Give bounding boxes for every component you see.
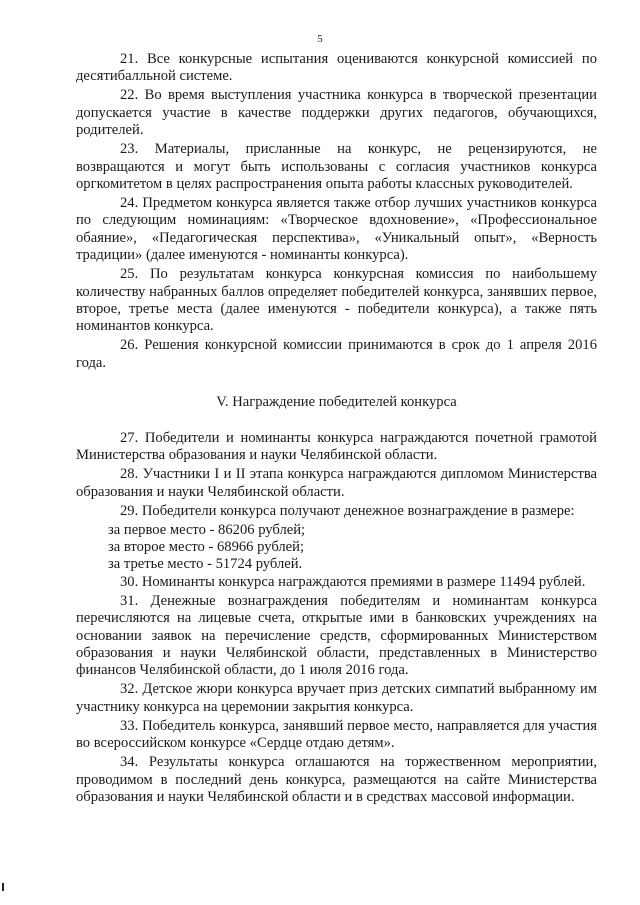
paragraph-22: 22. Во время выступления участника конкурса в творческой презентации допускается участие в качестве поддержки других педагогов, обучающихся, родителей.: [76, 87, 597, 139]
paragraph-23: 23. Материалы, присланные на конкурс, не рецензируются, не возвращаются и могут быть использованы с согласия участников конкурса оргкомитетом в целях распространения опыта работы классных руководителей.: [76, 141, 597, 193]
paragraph-33: 33. Победитель конкурса, занявший первое место, направляется для участия во всероссийском конкурсе «Сердце отдаю детям».: [76, 717, 597, 752]
paragraph-29: 29. Победители конкурса получают денежное вознаграждение в размере:: [120, 502, 575, 519]
paragraph-28: 28. Участники I и II этапа конкурса награждаются дипломом Министерства образования и науки Челябинской области.: [76, 466, 597, 500]
scan-edge-mark: [2, 883, 4, 891]
section-title: V. Награждение победителей конкурса: [216, 394, 457, 411]
paragraph-34: 34. Результаты конкурса оглашаются на торжественном мероприятии, проводимом в последний день конкурса, размещаются на сайте Министерства образования и науки Челябинской области и в средствах массовой информации.: [76, 754, 597, 805]
paragraph-32: 32. Детское жюри конкурса вручает приз детских симпатий выбранному им участнику конкурса на церемонии закрытия конкурса.: [76, 681, 597, 715]
paragraph-25: 25. По результатам конкурса конкурсная комиссия по наибольшему количеству набранных баллов определяет победителей конкурса, занявших первое, второе, третье места (далее именуются - победители конкурса), а также пять номинантов конкурса.: [76, 266, 597, 335]
prize-second-place: за второе место - 68966 рублей;: [108, 538, 305, 555]
prize-first-place: за первое место - 86206 рублей;: [108, 521, 306, 538]
prize-third-place: за третье место - 51724 рублей.: [108, 556, 303, 573]
paragraph-26: 26. Решения конкурсной комиссии принимаются в срок до 1 апреля 2016 года.: [76, 337, 597, 371]
paragraph-24: 24. Предметом конкурса является также отбор лучших участников конкурса по следующим номинациям: «Творческое вдохновение», «Профессиональное обаяние», «Педагогическая перспектива», «Уникальный опыт», «Верность традиции» (далее именуются - номинанты конкурса).: [76, 195, 597, 264]
paragraph-21: 21. Все конкурсные испытания оцениваются конкурсной комиссией по десятибалльной системе.: [76, 51, 597, 85]
document-body: [76, 51, 597, 808]
paragraph-31: 31. Денежные вознаграждения победителям и номинантам конкурса перечисляются на лицевые счета, открытые ими в банковских учреждениях на основании заявок на перечисление средств, сформированных Министерством образования и науки Челябинской области, представленных в Министерство финансов Челябинской области, до 1 июля 2016 года.: [76, 592, 597, 679]
page-number: 5: [317, 33, 323, 45]
paragraph-30: 30. Номинанты конкурса награждаются премиями в размере 11494 рублей.: [120, 573, 586, 590]
paragraph-27: 27. Победители и номинанты конкурса награждаются почетной грамотой Министерства образования и науки Челябинской области.: [76, 429, 597, 464]
